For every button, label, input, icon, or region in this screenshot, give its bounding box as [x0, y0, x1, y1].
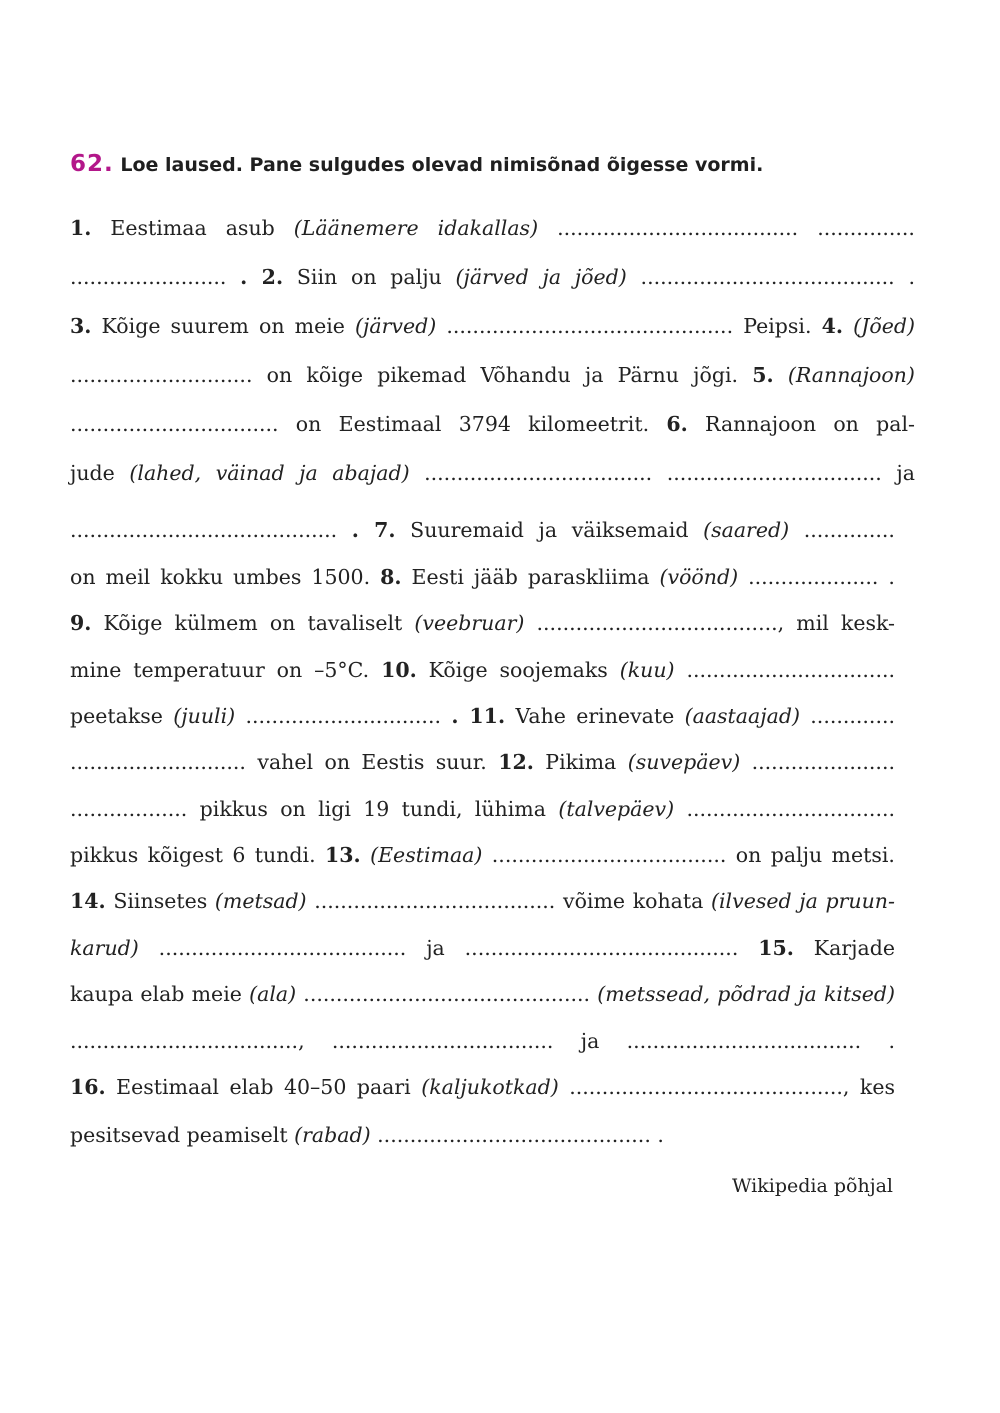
text-segment: 3794: [458, 412, 511, 436]
text-segment: Siinsetes: [113, 889, 208, 913]
text-line: [70, 883, 895, 919]
text-segment: on: [295, 412, 322, 436]
answer-blank: ................................: [686, 797, 895, 821]
text-line: [70, 357, 915, 393]
sentence-number: 12.: [498, 750, 534, 774]
text-segment: on: [350, 265, 377, 289]
text-segment: ja: [538, 518, 558, 542]
text-segment: kõige: [306, 363, 363, 387]
noun-hint: (kaljukotkad): [421, 1075, 559, 1099]
answer-blank: .................................: [666, 461, 882, 485]
sentence-number: 9.: [70, 611, 92, 635]
text-segment: Karjade: [813, 936, 895, 960]
text-segment: asub: [225, 216, 275, 240]
answer-blank: ..................................: [331, 1029, 554, 1053]
answer-blank: ...........................: [70, 750, 246, 774]
answer-blank: .....................................: [314, 889, 556, 913]
text-line: [70, 559, 895, 595]
text-segment: Kõige suurem on meie: [101, 314, 345, 338]
noun-hint: (kuu): [619, 658, 675, 682]
noun-hint: (lahed, väinad ja abajad): [129, 461, 410, 485]
text-segment: kaupa elab meie: [70, 982, 242, 1006]
text-line: [70, 744, 895, 780]
text-segment: väiksemaid: [571, 518, 689, 542]
text-segment: Rannajoon: [705, 412, 817, 436]
answer-blank: ..................: [70, 797, 188, 821]
text-segment: Peipsi.: [743, 314, 812, 338]
answer-blank: ........................: [70, 265, 227, 289]
answer-blank: ....................: [748, 565, 879, 589]
noun-hint: (ala): [249, 982, 297, 1006]
task-number: 62.: [70, 151, 114, 177]
answer-blank: ..........................................: [377, 1123, 651, 1147]
text-segment: Siin: [296, 265, 338, 289]
text-segment: kilomeetrit.: [528, 412, 650, 436]
text-segment: ja: [580, 1029, 600, 1053]
sentence-number: 4.: [821, 314, 844, 338]
text-line: [70, 406, 915, 442]
text-segment: pikkus kõigest 6 tundi.: [70, 843, 316, 867]
answer-blank: .............: [810, 704, 895, 728]
noun-hint: (Läänemere idakallas): [293, 216, 539, 240]
noun-hint: (järved ja jõed): [455, 265, 627, 289]
noun-hint: (järved): [355, 314, 437, 338]
text-line: [70, 259, 915, 295]
text-line: [70, 1023, 895, 1059]
text-segment: jude: [70, 461, 115, 485]
text-line: [70, 455, 915, 491]
text-segment: mil kesk-: [796, 611, 895, 635]
noun-hint: (aastaajad): [684, 704, 800, 728]
text-line: [70, 1069, 895, 1105]
text-segment: Võhandu: [480, 363, 571, 387]
answer-blank: .....................................: [557, 216, 799, 240]
answer-blank: ...............: [817, 216, 915, 240]
sentence-number: . 2.: [240, 265, 284, 289]
answer-blank: .: [657, 1123, 664, 1147]
text-segment: pal-: [876, 412, 915, 436]
noun-hint: (Jõed): [853, 314, 915, 338]
noun-hint: (suvepäev): [627, 750, 741, 774]
sentence-number: 3.: [70, 314, 92, 338]
answer-blank: ..............: [803, 518, 895, 542]
text-segment: Suuremaid: [410, 518, 524, 542]
sentence-number: 6.: [666, 412, 688, 436]
text-segment: ja: [896, 461, 915, 485]
noun-hint: (rabad): [294, 1123, 371, 1147]
text-segment: pikemad: [377, 363, 467, 387]
answer-blank: ..............................: [245, 704, 441, 728]
text-segment: peetakse: [70, 704, 163, 728]
text-segment: kes: [859, 1075, 895, 1099]
sentence-number: 13.: [325, 843, 361, 867]
noun-hint: (juuli): [173, 704, 236, 728]
noun-hint: (metsad): [214, 889, 307, 913]
answer-blank: ....................................: [491, 843, 727, 867]
noun-hint: (Eestimaa): [370, 843, 483, 867]
noun-hint: (talvepäev): [558, 797, 675, 821]
text-segment: on meil kokku umbes 1500.: [70, 565, 371, 589]
noun-hint: (metssead, põdrad ja kitsed): [597, 982, 895, 1006]
task-heading: [70, 144, 930, 184]
noun-hint: (Rannajoon): [787, 363, 915, 387]
text-line: [70, 210, 915, 246]
text-segment: ja: [426, 936, 445, 960]
answer-blank: ......................................: [158, 936, 407, 960]
text-segment: Vahe erinevate: [515, 704, 675, 728]
text-line: [70, 976, 895, 1012]
text-line: [70, 652, 895, 688]
text-segment: Pärnu: [617, 363, 679, 387]
answer-blank: .....................................,: [536, 611, 785, 635]
text-segment: Eesti jääb paraskliima: [411, 565, 650, 589]
text-line: [70, 930, 895, 966]
text-line: [70, 1117, 915, 1153]
sentence-number: 8.: [380, 565, 402, 589]
answer-blank: ................................: [70, 412, 279, 436]
answer-blank: ............................................: [446, 314, 734, 338]
text-line: [70, 605, 895, 641]
answer-blank: .......................................: [640, 265, 895, 289]
text-segment: on: [833, 412, 859, 436]
sentence-number: . 11.: [451, 704, 506, 728]
answer-blank: ...................................: [424, 461, 653, 485]
sentence-number: . 7.: [351, 518, 396, 542]
noun-hint: (veebruar): [414, 611, 525, 635]
text-line: [70, 791, 895, 827]
sentence-number: 10.: [381, 658, 417, 682]
sentence-number: 14.: [70, 889, 106, 913]
sentence-number: 5.: [752, 363, 774, 387]
answer-blank: ..........................................,: [569, 1075, 850, 1099]
noun-hint: (vöönd): [659, 565, 739, 589]
source-credit: Wikipedia põhjal: [731, 1175, 893, 1197]
text-segment: on: [266, 363, 293, 387]
text-segment: Pikima: [545, 750, 617, 774]
text-segment: palju: [390, 265, 442, 289]
text-segment: pesitsevad peamiselt: [70, 1123, 288, 1147]
answer-blank: ................................: [686, 658, 895, 682]
answer-blank: .: [908, 265, 915, 289]
answer-blank: ............................................: [303, 982, 591, 1006]
noun-hint: karud): [70, 936, 139, 960]
text-segment: võime kohata: [562, 889, 704, 913]
answer-blank: .........................................: [70, 518, 338, 542]
sentence-number: 15.: [758, 936, 794, 960]
text-segment: Kõige soojemaks: [428, 658, 608, 682]
sentence-number: 1.: [70, 216, 92, 240]
answer-blank: ..........................................: [464, 936, 739, 960]
answer-blank: ......................: [751, 750, 895, 774]
answer-blank: ...................................,: [70, 1029, 305, 1053]
text-segment: on palju metsi.: [735, 843, 895, 867]
text-segment: Eestimaal: [338, 412, 442, 436]
noun-hint: (saared): [703, 518, 790, 542]
text-line: [70, 512, 895, 548]
text-segment: ja: [584, 363, 604, 387]
answer-blank: .: [888, 1029, 895, 1053]
answer-blank: .: [888, 565, 895, 589]
noun-hint: (ilvesed ja pruun-: [711, 889, 895, 913]
task-instruction: Loe laused. Pane sulgudes olevad nimisõnad õigesse vormi.: [120, 154, 764, 176]
text-line: [70, 308, 915, 344]
text-segment: mine temperatuur on –5°C.: [70, 658, 370, 682]
text-segment: vahel on Eestis suur.: [257, 750, 487, 774]
answer-blank: ....................................: [626, 1029, 862, 1053]
answer-blank: ............................: [70, 363, 253, 387]
text-segment: Eestimaa: [110, 216, 207, 240]
text-segment: pikkus on ligi 19 tundi, lühima: [199, 797, 546, 821]
text-segment: Kõige külmem on tavaliselt: [103, 611, 403, 635]
text-line: [70, 837, 895, 873]
sentence-number: 16.: [70, 1075, 106, 1099]
text-segment: Eestimaal elab 40–50 paari: [116, 1075, 411, 1099]
text-segment: jõgi.: [693, 363, 739, 387]
text-line: [70, 698, 895, 734]
